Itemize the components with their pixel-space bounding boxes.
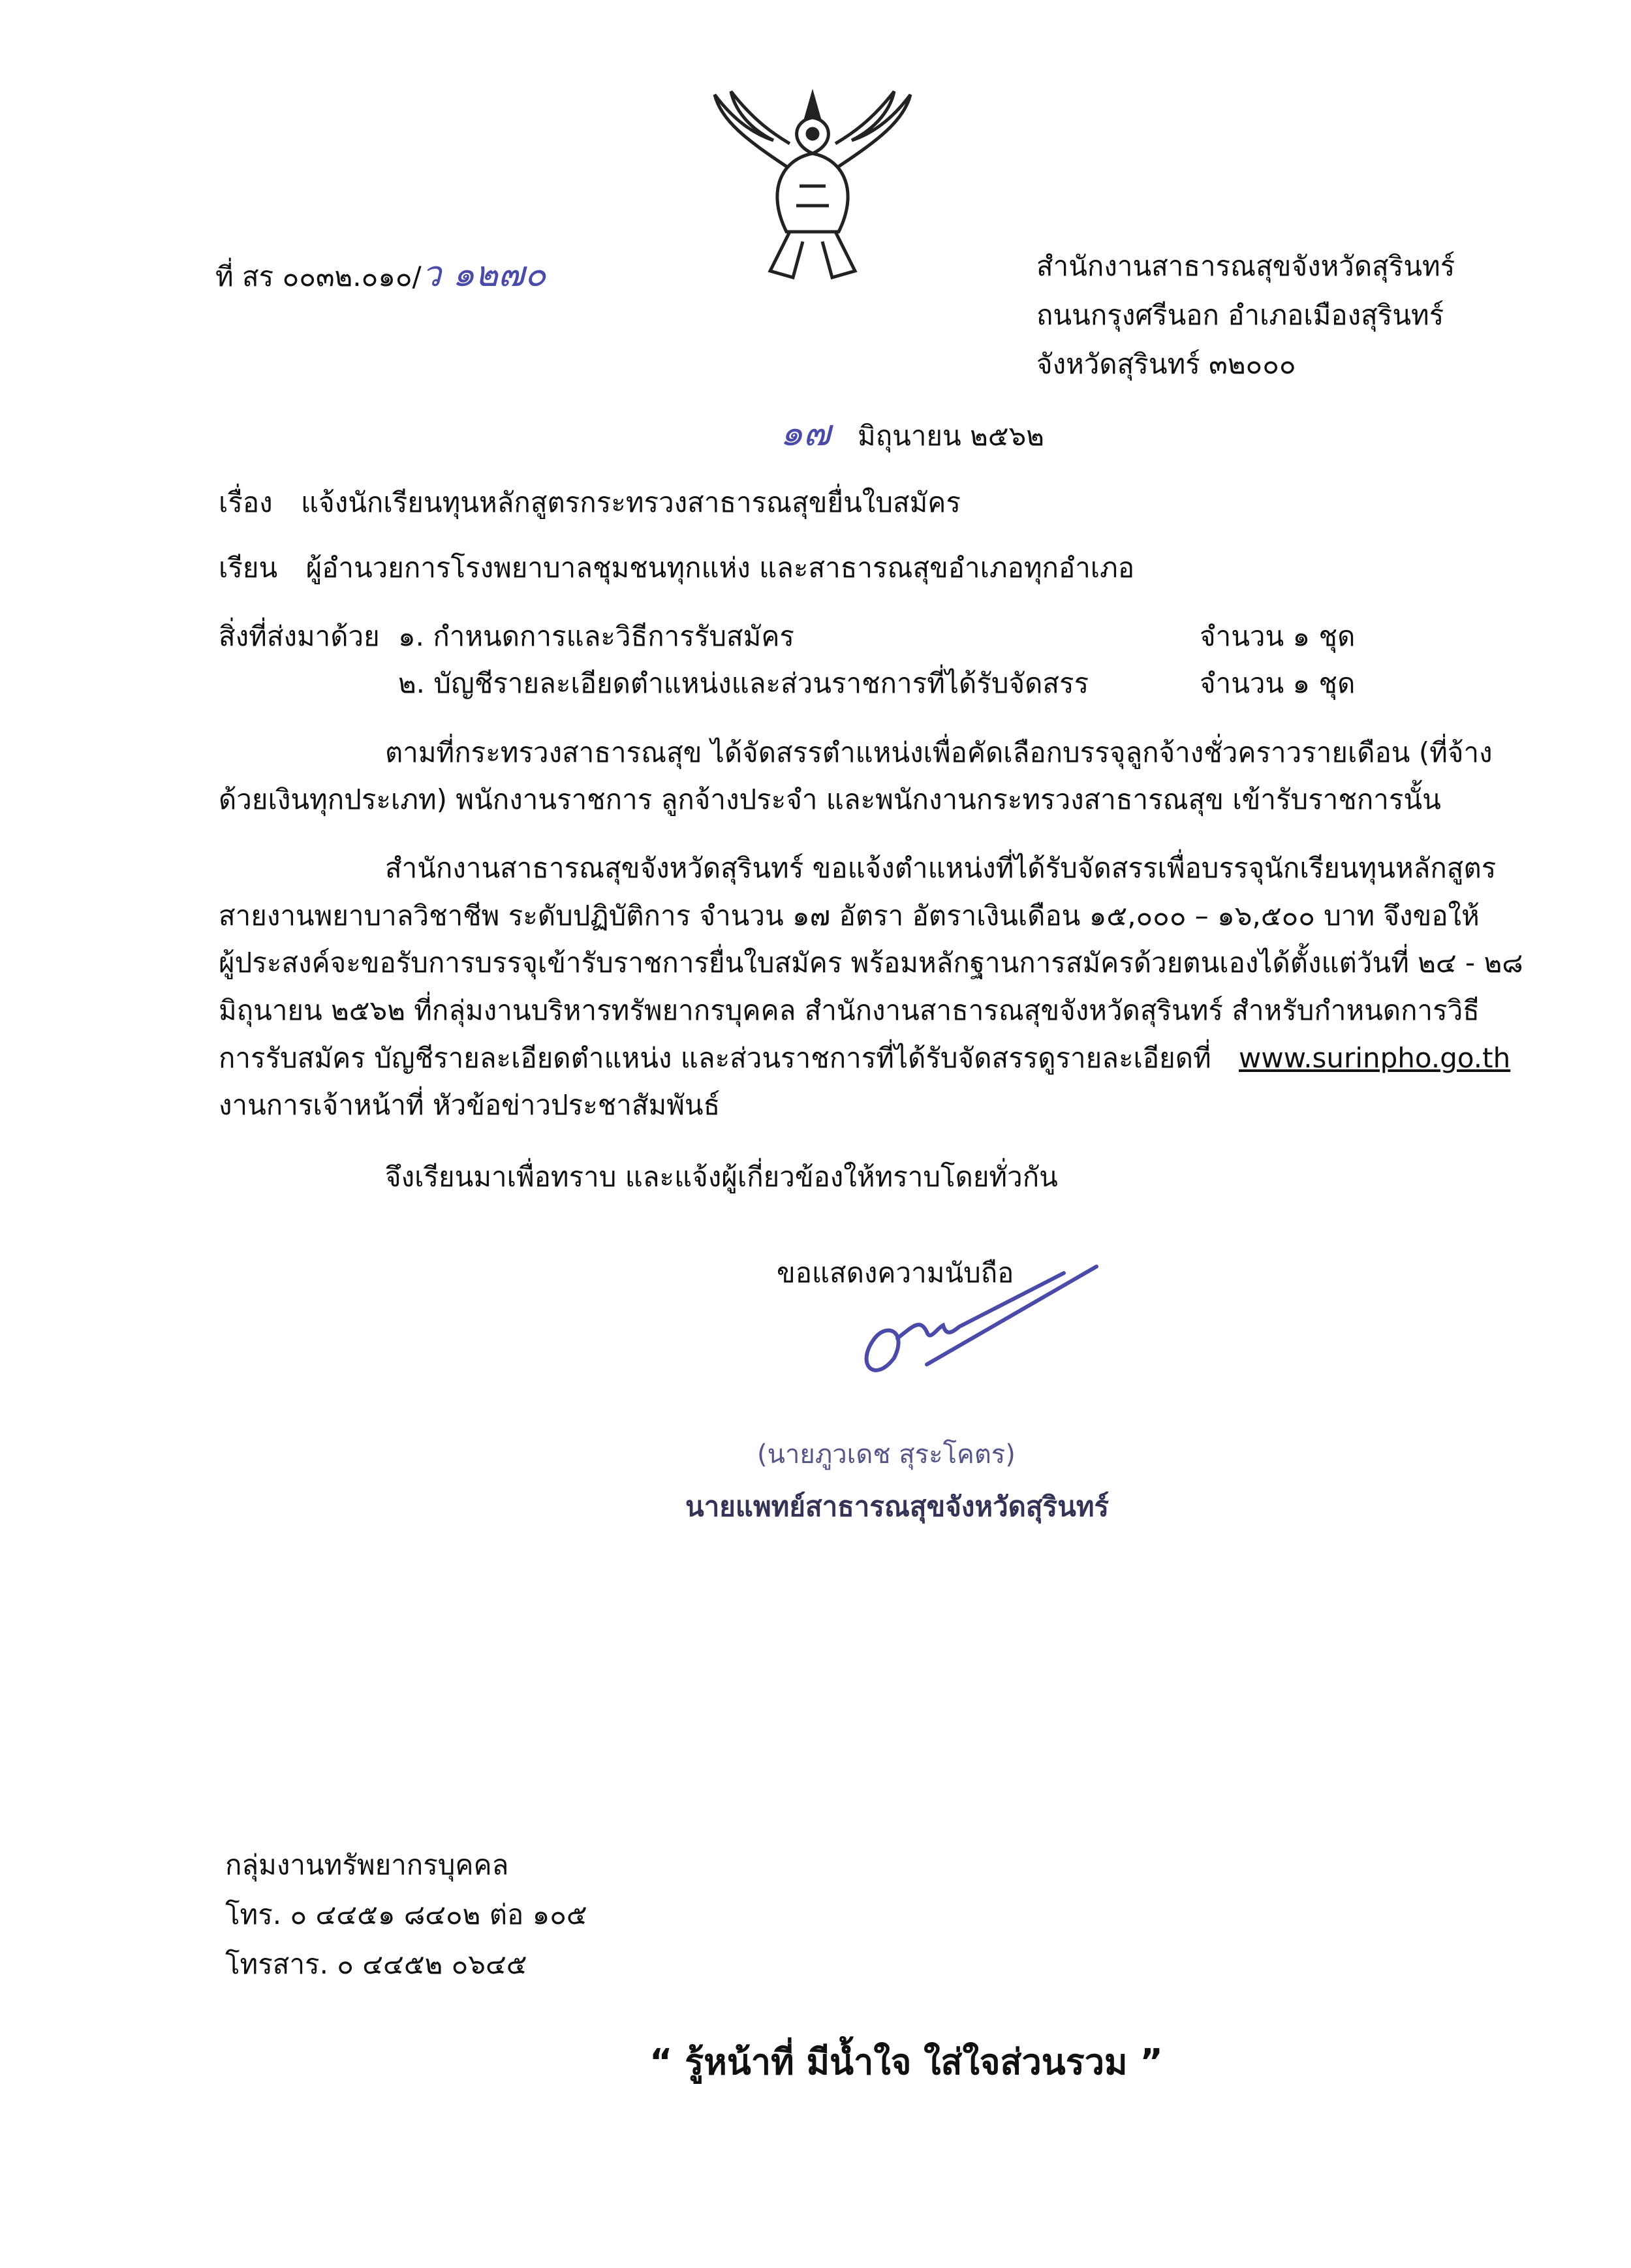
- sender-address-line1: สำนักงานสาธารณสุขจังหวัดสุรินทร์: [1036, 250, 1455, 282]
- contact-fax: โทรสาร. ๐ ๔๔๕๒ ๐๖๔๕: [225, 1948, 527, 1980]
- body-p2-line3: ผู้ประสงค์จะขอรับการบรรจุเข้ารับราชการยื่นใบสมัคร พร้อมหลักฐานการสมัครด้วยตนเองได้ตั้งแต่วันที่ ๒๔ - ๒๘: [219, 947, 1523, 979]
- body-p2-line6: งานการเจ้าหน้าที่ หัวข้อข่าวประชาสัมพันธ์: [219, 1089, 721, 1121]
- sender-address-line2: ถนนกรุงศรีนอก อำเภอเมืองสุรินทร์: [1036, 299, 1444, 331]
- body-p2-line5: การรับสมัคร บัญชีรายละเอียดตำแหน่ง และส่วนราชการที่ได้รับจัดสรรดูรายละเอียดที่: [219, 1042, 1211, 1074]
- handwritten-day: ๑๗: [780, 412, 831, 454]
- closing-sentence: จึงเรียนมาเพื่อทราบ และแจ้งผู้เกี่ยวข้องให้ทราบโดยทั่วกัน: [385, 1161, 1058, 1193]
- body-p2-line2: สายงานพยาบาลวิชาชีพ ระดับปฏิบัติการ จำนวน ๑๗ อัตรา อัตราเงินเดือน ๑๕,๐๐๐ – ๑๖,๕๐๐ บาท จึงขอให้: [219, 900, 1480, 932]
- body-p1-line2: ด้วยเงินทุกประเภท) พนักงานราชการ ลูกจ้างประจำ และพนักงานกระทรวงสาธารณสุข เข้ารับราชการนั้น: [219, 783, 1441, 815]
- document-date: [780, 411, 1044, 455]
- garuda-emblem-icon: [708, 82, 917, 291]
- enclosure-item-2: ๒. บัญชีรายละเอียดตำแหน่งและส่วนราชการที่ได้รับจัดสรร: [398, 667, 1089, 699]
- sender-address-line3: จังหวัดสุรินทร์ ๓๒๐๐๐: [1036, 348, 1296, 380]
- signatory-title: นายแพทย์สาธารณสุขจังหวัดสุรินทร์: [685, 1490, 1110, 1522]
- handwritten-signature: [848, 1260, 1123, 1410]
- reference-number: [215, 253, 546, 296]
- organization-motto: “ รู้หน้าที่ มีน้ำใจ ใส่ใจส่วนรวม ”: [649, 2041, 1163, 2083]
- enclosure-qty-1: จำนวน ๑ ชุด: [1200, 620, 1356, 652]
- contact-department: กลุ่มงานทรัพยากรบุคคล: [225, 1849, 509, 1881]
- recipient-line: [219, 552, 1134, 584]
- contact-phone: โทร. ๐ ๔๔๕๑ ๘๔๐๒ ต่อ ๑๐๕: [225, 1898, 587, 1930]
- regards-text: ขอแสดงความนับถือ: [777, 1257, 1014, 1289]
- enclosure-item-1: ๑. กำหนดการและวิธีการรับสมัคร: [398, 620, 794, 652]
- body-p2-line4: มิถุนายน ๒๕๖๒ ที่กลุ่มงานบริหารทรัพยากรบุคคล สำนักงานสาธารณสุขจังหวัดสุรินทร์ สำหรับกำหนดการวิธี: [219, 994, 1480, 1026]
- subject-text: แจ้งนักเรียนทุนหลักสูตรกระทรวงสาธารณสุขยื่นใบสมัคร: [301, 486, 961, 518]
- enclosures-label: สิ่งที่ส่งมาด้วย: [219, 620, 380, 652]
- recipient-text: ผู้อำนวยการโรงพยาบาลชุมชนทุกแห่ง และสาธารณสุขอำเภอทุกอำเภอ: [305, 552, 1135, 584]
- website-link[interactable]: www.surinpho.go.th: [1239, 1042, 1511, 1074]
- body-p1-line1: ตามที่กระทรวงสาธารณสุข ได้จัดสรรตำแหน่งเพื่อคัดเลือกบรรจุลูกจ้างชั่วคราวรายเดือน (ที่จ้าง: [385, 736, 1493, 768]
- recipient-label: เรียน: [219, 552, 278, 584]
- body-p2-line1: สำนักงานสาธารณสุขจังหวัดสุรินทร์ ขอแจ้งตำแหน่งที่ได้รับจัดสรรเพื่อบรรจุนักเรียนทุนหลักสูตร: [385, 852, 1497, 884]
- subject-label: เรื่อง: [219, 486, 273, 518]
- date-month-year: มิถุนายน ๒๕๖๒: [858, 420, 1044, 452]
- enclosure-qty-2: จำนวน ๑ ชุด: [1200, 667, 1356, 699]
- subject-line: [219, 486, 961, 519]
- handwritten-reference-no: ว ๑๒๗๐: [421, 253, 546, 294]
- signatory-name: (นายภูวเดช สุระโคตร): [757, 1440, 1016, 1470]
- reference-prefix: ที่ สร ๐๐๓๒.๐๑๐/: [215, 260, 422, 292]
